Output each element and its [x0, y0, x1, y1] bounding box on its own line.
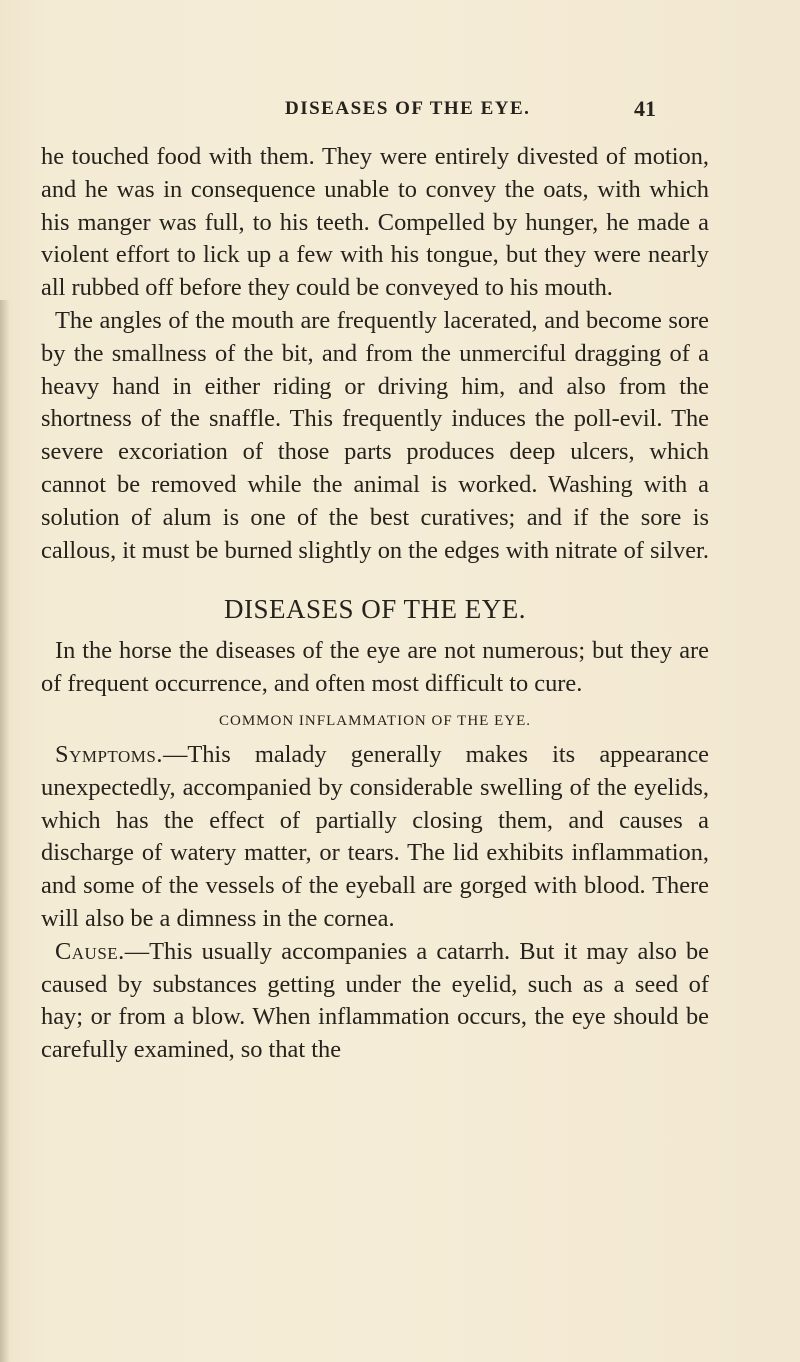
subsection-heading: COMMON INFLAMMATION OF THE EYE.: [219, 712, 531, 729]
cause-label: Cause.: [55, 937, 125, 965]
running-title: DISEASES OF THE EYE.: [285, 98, 531, 119]
cause-text: —This usually accompanies a catarrh. But it may also be caused by substances getting under the eyelid, such as a seed of hay; or from a blow. When inflammation occurs, the eye should be carefully examined, so that the: [41, 937, 709, 1064]
paragraph-mouth-lacerations: The angles of the mouth are frequently lacerated, and become sore by the smallness of the bit, and from the unmerciful dragging of a heavy hand in either riding or driving him, and also from the shortness of the snaffle. This frequently induces the poll-evil. The severe excoriation of those parts produces deep ulcers, which cannot be removed while the animal is worked. Washing with a solution of alum is one of the best curatives; and if the sore is callous, it must be burned slightly on the edges with nitrate of silver.: [41, 306, 709, 564]
page-gutter-shadow: [0, 300, 10, 1362]
running-header: [0, 98, 800, 128]
symptoms-label: Symptoms.: [55, 740, 163, 768]
section-heading: DISEASES OF THE EYE.: [223, 594, 527, 625]
page-number: 41: [634, 96, 656, 121]
paragraph-continuation: he touched food with them. They were entirely divested of motion, and he was in consequence unable to convey the oats, with which his manger was full, to his teeth. Compelled by hunger, he made a violent effort to lick up a few with his tongue, but they were nearly all rubbed off before they could be conveyed to his mouth.: [41, 143, 709, 302]
symptoms-text: —This malady generally makes its appearance unexpectedly, accompanied by considerable swelling of the eyelids, which has the effect of partially closing them, and causes a discharge of watery matter, or tears. The lid exhibits inflammation, and some of the vessels of the eyeball are gorged with blood. There will also be a dimness in the cornea.: [41, 740, 709, 932]
paragraph-symptoms: [41, 739, 709, 936]
page-body: [41, 141, 709, 1067]
paragraph-eye-intro: In the horse the diseases of the eye are not numerous; but they are of frequent occurrence, and often most difficult to cure.: [41, 637, 709, 698]
paragraph-cause: [41, 936, 709, 1067]
